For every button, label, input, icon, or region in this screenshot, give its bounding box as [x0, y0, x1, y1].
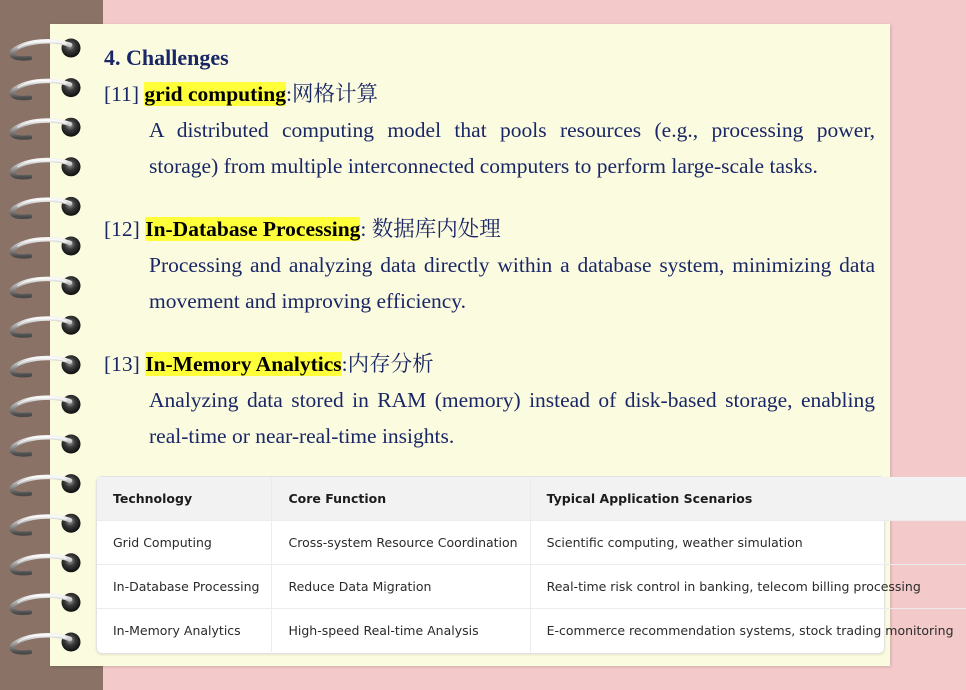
term-line — [104, 346, 875, 382]
table-row — [97, 609, 966, 653]
term-name: grid computing — [144, 82, 286, 106]
term-name: In-Memory Analytics — [145, 352, 342, 376]
column-header: Technology — [97, 477, 272, 521]
section-heading: 4. Challenges — [104, 45, 229, 70]
table-cell: In-Database Processing — [97, 565, 272, 609]
term-separator: : — [285, 82, 292, 106]
binding-wire-icon — [12, 596, 70, 613]
binding-wire-icon — [12, 81, 70, 98]
binding-wire-icon — [12, 41, 70, 58]
table-cell: Real-time risk control in banking, telecom billing processing — [530, 565, 965, 609]
column-header: Typical Application Scenarios — [530, 477, 965, 521]
term-definition: Analyzing data stored in RAM (memory) instead of disk-based storage, enabling real-time or near-real-time insights. — [149, 388, 875, 448]
binding-wire-icon — [12, 635, 70, 652]
term-index: [13] — [104, 352, 140, 376]
binding-wire-icon — [12, 358, 70, 375]
table-cell: High-speed Real-time Analysis — [272, 609, 530, 653]
binding-wire-icon — [12, 160, 70, 177]
binding-wire-icon — [12, 477, 70, 494]
table-cell: In-Memory Analytics — [97, 609, 272, 653]
table-row — [97, 565, 966, 609]
term-entry — [104, 211, 875, 319]
table-cell: Scientific computing, weather simulation — [530, 521, 965, 565]
term-line — [104, 211, 875, 247]
comparison-table-card — [96, 476, 954, 654]
binding-wire-icon — [12, 556, 70, 573]
term-index: [11] — [104, 82, 140, 106]
term-chinese: 内存分析 — [347, 352, 434, 376]
column-header: Core Function — [272, 477, 530, 521]
term-entry — [104, 76, 875, 184]
challenges-content — [104, 40, 875, 454]
term-definition: A distributed computing model that pools resources (e.g., processing power, storage) from multiple interconnected computers to perform large-scale tasks. — [149, 118, 875, 178]
term-index: [12] — [104, 217, 140, 241]
table-row — [97, 521, 966, 565]
term-chinese: 数据库内处理 — [371, 217, 501, 241]
comparison-table — [97, 477, 966, 652]
table-cell: Grid Computing — [97, 521, 272, 565]
binding-wire-icon — [12, 120, 70, 137]
table-cell: Cross-system Resource Coordination — [272, 521, 530, 565]
term-chinese: 网格计算 — [291, 82, 378, 106]
table-cell: Reduce Data Migration — [272, 565, 530, 609]
term-line — [104, 76, 875, 112]
term-separator: : — [341, 352, 348, 376]
table-cell: E-commerce recommendation systems, stock trading monitoring — [546, 623, 954, 638]
binding-wire-icon — [12, 279, 70, 296]
term-definition: Processing and analyzing data directly within a database system, minimizing data movement and improving efficiency. — [149, 253, 875, 313]
binding-wire-icon — [12, 200, 70, 217]
term-entry — [104, 346, 875, 454]
binding-wire-icon — [12, 398, 70, 415]
binding-wire-icon — [12, 239, 70, 256]
table-header-row — [97, 477, 966, 521]
term-separator: : — [360, 217, 372, 241]
binding-wire-icon — [12, 318, 70, 335]
spiral-binding-icon — [0, 0, 110, 690]
term-name: In-Database Processing — [145, 217, 361, 241]
binding-wire-icon — [12, 437, 70, 454]
binding-wire-icon — [12, 516, 70, 533]
